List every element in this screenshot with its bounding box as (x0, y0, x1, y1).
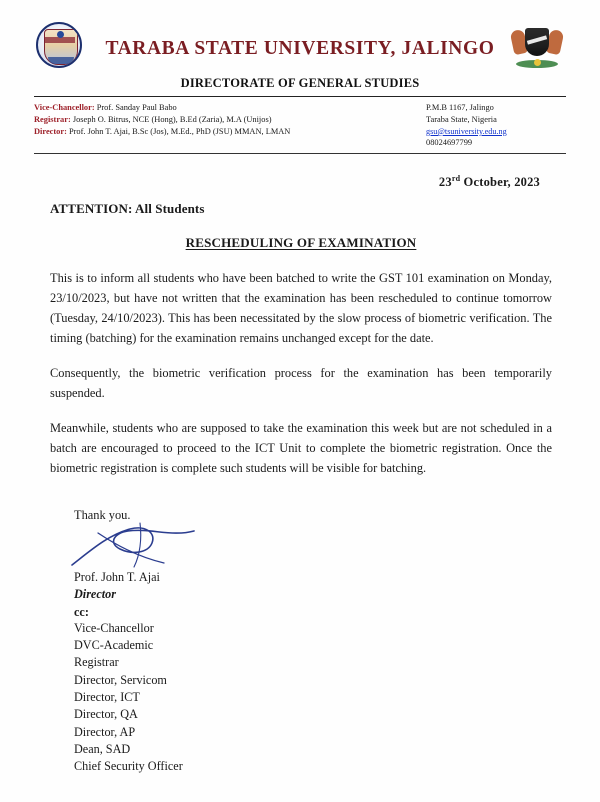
officer-role-director: Director: (34, 126, 67, 136)
attention-label: ATTENTION: (50, 200, 133, 216)
address-pmb: P.M.B 1167, Jalingo (426, 103, 494, 112)
officers-block (34, 100, 566, 149)
signer-title: Director (74, 587, 116, 601)
officer-row-vc (34, 102, 384, 114)
university-title-row (34, 26, 566, 72)
date-month-year: October, 2023 (460, 175, 540, 190)
attention-line (50, 201, 552, 217)
header-divider-bottom (34, 153, 566, 154)
officer-row-registrar (34, 114, 384, 126)
officer-value-registrar: Joseph O. Bitrus, NCE (Hong), B.Ed (Zaria), M.A (Unijos) (72, 114, 272, 124)
officer-value-director: Prof. John T. Ajai, B.Sc (Jos), M.Ed., PhD (JSU) MMAN, LMAN (68, 126, 291, 136)
address-email-link[interactable]: gsu@tsuniversity.edu.ng (426, 126, 507, 136)
signer-name: Prof. John T. Ajai (74, 570, 160, 585)
list-item: Dean, SAD (74, 741, 131, 756)
officer-value-vc: Prof. Sanday Paul Babo (96, 103, 177, 112)
date-day: 23 (438, 175, 452, 190)
header-divider (34, 96, 566, 97)
signature-block (50, 525, 552, 569)
paragraph-3: Meanwhile, students who are supposed to take the examination this week but are not scheduled in a batch are encouraged to proceed to the ICT Unit to complete the biometric registration. Once the biometric registration is complete such students will be visible for batching. (50, 421, 552, 476)
list-item: Chief Security Officer (74, 759, 183, 774)
cc-label: cc: (74, 604, 89, 619)
attention-value: All Students (132, 200, 205, 216)
list-item: DVC-Academic (74, 637, 154, 652)
university-name: TARABA STATE UNIVERSITY, JALINGO (105, 38, 495, 59)
paragraph-2: Consequently, the biometric verification process for the examination has been temporarily suspended. (50, 365, 552, 401)
closing-line: Thank you. (74, 508, 131, 523)
letter-date (50, 174, 552, 190)
list-item: Vice-Chancellor (74, 620, 154, 635)
list-item: Registrar (74, 655, 119, 670)
list-item: Director, ICT (74, 689, 140, 704)
address-phone: 08024697799 (426, 138, 473, 148)
cc-list (50, 620, 552, 776)
address-state: Taraba State, Nigeria (426, 114, 497, 124)
list-item: Director, QA (74, 707, 138, 722)
signature-icon (68, 521, 218, 573)
letter-subject: RESCHEDULING OF EXAMINATION (185, 234, 417, 250)
address-block (426, 102, 566, 149)
letterhead (0, 0, 600, 154)
paragraph-1: This is to inform all students who have been batched to write the GST 101 examination on Monday, 23/10/2023, but have not written that the examination has been rescheduled to continue tomorrow (Tuesday, 24/10/2023). This has been necessitated by the slow process of biometric verification. The timing (batching) for the examination remains unchanged except for the date. (50, 270, 552, 345)
list-item: Director, Servicom (74, 672, 167, 687)
list-item: Director, AP (74, 724, 136, 739)
date-suffix: rd (451, 174, 461, 184)
directorate-name: DIRECTORATE OF GENERAL STUDIES (180, 76, 420, 90)
signer-block (50, 569, 552, 602)
officer-role-registrar: Registrar: (34, 114, 71, 124)
officer-row-director (34, 126, 384, 138)
document-body (0, 174, 600, 775)
officer-role-vc: Vice-Chancellor: (34, 103, 95, 112)
